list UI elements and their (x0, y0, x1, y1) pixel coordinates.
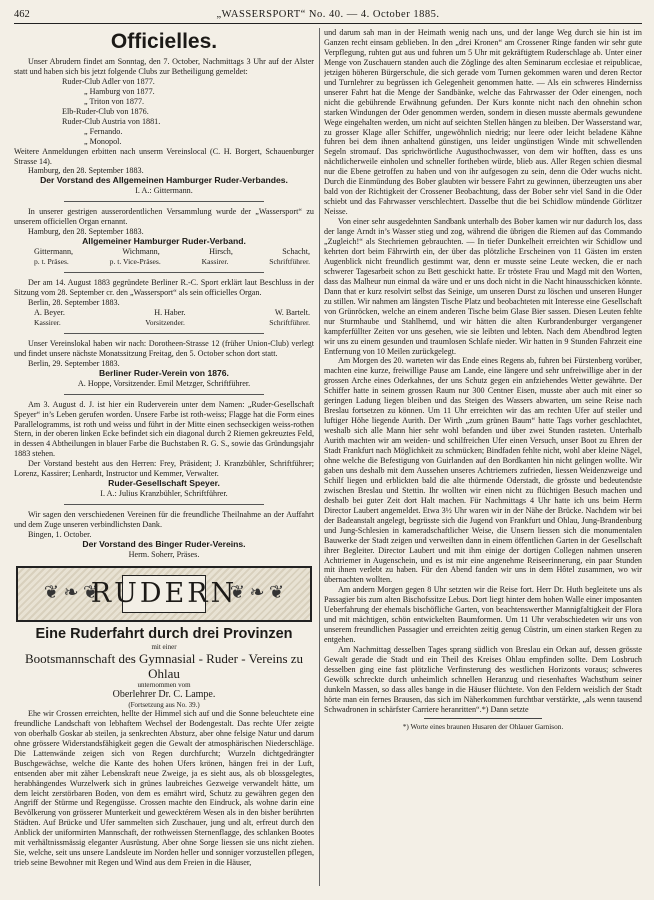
separator (64, 272, 264, 273)
dateline: Berlin, 28. September 1883. (28, 297, 120, 307)
article-connector: mit einer (151, 642, 177, 651)
separator (64, 504, 264, 505)
article-connector: unternommen vom (137, 680, 191, 689)
dateline: Bingen, 1. October. (28, 530, 92, 540)
article-paragraph: Von einer sehr ausgedehnten Sandbank unterhalb des Bober kamen wir nur dadurch los, dass der lange Arndt in’s Wasser stieg und zog, während die übrigen die Riemen auf das Commando „Zugleich!“ als Stechriemen gebrauchten. — In tiefer Dunkelheit erreichten wir Schidlow und kehrten dort beim Fährwirth ein, der über das plötzliche Erscheinen von 11 Gästen im ersten Augenblick nicht freundlich gestimmt war, denn er musste seine Leute wecken, die er nach schwerer Tagesarbeit schon zu Bett geschickt hatte. Er tröstete Frau und Magd mit den Worten, dass das Malheur nun einmal da wäre und er uns doch nicht in die Nacht hinausschicken könnte. Dann that er kurz resolvirt selbst das Seinige, um unseren Durst zu löschen und unseren Hunger zu stillen. Wir nahmen am längsten Tische Platz und beobachteten mit Interesse eine Gesellschaft von Grünröcken, welche an einem anderen Tische beim Glase Bier sassen. Diesen Leuten fehlte nur Sturmhaube und Stahlhemd, und wir hätten die alten Kurbrandenburger vergangener kampferfüllter Zeiten vor uns gesehen, wie sie leibten und lebten. Nach dem Abendbrod legten wir uns zu einem gesunden und traumlosen Schlafe nieder. Wir hatten in 9 Stunden Fahrzeit eine Entfernung von 10 Meilen zurückgelegt. (324, 217, 642, 356)
signature-name: Gittermann, (34, 247, 74, 257)
signature-roles (14, 257, 314, 267)
announcement-paragraph: Wir sagen den verschiedenen Vereinen für die freundliche Theilnahme an der Auffahrt und dem Zuge unseren verbindlichsten Dank. (14, 510, 314, 530)
footnote-rule (424, 718, 542, 719)
club-item: „ Triton von 1877. (84, 96, 145, 106)
announcement-paragraph: Unser Abrudern findet am Sonntag, den 7. October, Nachmittags 3 Uhr auf der Alster statt und haben sich bis jetzt folgende Clubs zur Betheiligung gemeldet: (14, 57, 314, 76)
signature-title: Berliner Ruder-Verein von 1876. (99, 367, 229, 378)
club-list (14, 77, 314, 147)
separator (64, 394, 264, 395)
page-number: 462 (14, 9, 30, 20)
running-title: „WASSERSPORT“ No. 40. — 4. October 1885. (216, 9, 440, 20)
column-divider (319, 28, 320, 886)
article-paragraph: Am Nachmittag desselben Tages sprang südlich von Breslau ein Orkan auf, dessen grösste Gewalt gerade die Stadt und ein Theil des Kreises Ohlau empfinden sollte. Dem Losbruch desselben ging eine fast plötzliche Verfinsterung des westlichen Horizonts voraus; schweres Gewölk schreckte durch unheimlich schnellen Heranzug und riesenhaftes Wachsthum seiner dunkeln Massen, so dass alles bange in die Häuser flüchtete. Von den Feldern weislich der Stadt hörte man ein fernes Brausen, das sich im Näherkommen furchtbar verstärkte, „als wenn tausend Schwadronen in schärfster Carriere heranritten“.*) Dann setzte (324, 645, 642, 714)
announcement-paragraph: Der am 14. August 1883 gegründete Berliner R.-C. Sport erklärt laut Beschluss in der Sitzung vom 28. September cr. den „Wassersport“ als sein officielles Organ. (14, 278, 314, 298)
signature-names (14, 308, 314, 318)
left-column (14, 28, 314, 890)
dateline: Hamburg, den 28. September 1883. (28, 166, 144, 176)
club-item: „ Hamburg von 1877. (84, 86, 155, 96)
signature-role: p. t. Vice-Präses. (109, 257, 161, 267)
signature-title: Der Vorstand des Binger Ruder-Vereins. (82, 538, 246, 549)
signature: Herm. Soherr, Präses. (128, 549, 200, 559)
separator (64, 201, 264, 202)
signature-title: Der Vorstand des Allgemeinen Hamburger Ruder-Verbandes. (40, 175, 288, 186)
section-title: Officielles. (110, 30, 218, 53)
dateline: Berlin, 29. September 1883. (28, 358, 120, 368)
signature-name: H. Haber. (154, 307, 186, 317)
club-item: Ruder-Club Austria von 1881. (62, 116, 161, 126)
announcement-paragraph: Weitere Anmeldungen erbitten nach unserm Vereinslocal (C. H. Borgert, Schauenburger Strasse 14). (14, 146, 314, 166)
announcement-paragraph: Der Vorstand besteht aus den Herren: Frey, Präsident; J. Kranzbühler, Schriftführer; Lorenz, Kassirer; Lenhardt, Instructor und Kemmer, Verwalter. (14, 459, 314, 479)
signature: I. A.: Gittermann. (135, 186, 193, 196)
article-paragraph: Am andern Morgen gegen 8 Uhr setzten wir die Reise fort. Herr Dr. Huth begleitete uns als Passagier bis zum alten Bischofssitze Lebus. Dort liegt hinter dem hohen Walle einer imposanten Ueberfahrung der ehemals bischöfliche Garten, von beachtenswerther Mannigfaltigkeit der Flora und mit mächtigen, schön entwickelten Baumformen. Um 11 Uhr verabschiedeten wir uns von unserem freundlichen Passagier und erreichten zeitig genug Cüstrin, um einen starken Regen zu entgehen. (324, 585, 642, 645)
dateline: Hamburg, den 28. September 1883. (28, 227, 144, 237)
banner-label: RUDERN (122, 575, 206, 613)
signature: I. A.: Julius Kranzbühler, Schriftführer. (100, 489, 228, 499)
signature-title: Allgemeiner Hamburger Ruder-Verband. (82, 236, 246, 247)
signature-role: Schriftführer. (269, 317, 310, 327)
article-paragraph: Ehe wir Crossen erreichten, hellte der Himmel sich auf und die Sonne beleuchtete eine freundliche Landschaft von lebhaftem Wechsel der Bodengestalt. Das rechte Ufer zeigte von oberhalb Goskar ab steilen, ja senkrechten Absturz, aber ohne felsige Natur und darum ohne grössere Widerstandsfähigkeit gegen die Gewalt der atmosphärischen Niederschläge. Die Lattenwände zeigen sich von Regen durchfurcht; Wurzeln dichtgedrängter Buschgewächse, welche die Kante des hohen Ufers krönen, hängen frei in der Luft, entsenden aber mit zäher Lebenskraft neue Zweige, ja es sieht aus, als ob blossgelegtes, herabhängendes Wurzelwerk sich in grünes laubreiches Gezweige verwandelt hätte, um dem leicht zerstörbaren Boden, von dem es ernährt wird, Schutz zu gewähren gegen den Angriff der Stürme und Regengüsse. Crossen machte den Eindruck, als wohne darin eine Bevölkerung von grösserer Munterkeit und gewecktérem Wesen als in den bisher berührten Städten. Auf Brücke und Ufer sammelten sich Zuschauer, jung und alt, erfreut durch den Anblick der uniformirten Mannschaft, der rothweissen Sternenflagge, des schlanken Bootes mit verhältnissmässig eleganter Ausrüstung. Aber ohne Sorge liessen sie uns nicht ziehen. Sie, welche, seit uns unsere Landsleute im Norden heller und sonniger vorzustellen pflegen, trieb seine Bewohner mit Regen und Wind aus dem Freien in die Häuser, (14, 708, 314, 868)
ornament-icon: ❦ ❧ ❦ (229, 581, 285, 602)
signature-role: Kassirer. (201, 257, 229, 267)
club-item: „ Fernando. (84, 126, 123, 136)
announcement-paragraph: Unser Vereinslokal haben wir nach: Dorotheen-Strasse 12 (früher Union-Club) verlegt und findet unsere nächste Monatssitzung Freitag, den 5. October schon dort statt. (14, 338, 314, 358)
article-paragraph: und darum sah man in der Heimath wenig nach uns, und der lange Weg durch sie hin ist im Ganzen recht einsam geblieben. In den „drei Kronen“ am Crossener Ringe fanden wir sehr gute Verpflegung, ruhten gut aus und fuhren um 5 Uhr mit gekräftigtem Ruderschlage ab. Unter einer Menge von Zuschauern standen auch die Zöglinge des alten Seminarum ecclesiae et reipublicae, jetzigen höheren Bürgerschule, die sich gerade vom Turnen gekommen waren und deren Rector und Turnlehrer zu begrüssen ich Gelegenheit genommen hatte. — Als ein schweres Hinderniss unserer Fahrt hat die Menge der Sandbänke, welche das Fahrwasser der Oder einengen, noch nicht die gebührende Erwähnung gefunden. Der Kurs konnte nicht nach den ohnehin schon starken Windungen der Oder genommen werden, sondern in diesen musste abermals gewundene Wege eingehalten werden, um nicht auf seichten Stellen hängen zu bleiben. Der Wasserstand war, zu grosser Klage aller Schiffer, ungewöhnlich niedrig; nur leere oder leicht beladene Kähne fuhren bei dem ihnen anhaltend günstigen, uns leider ungünstigen Winde mit schwellenden Segeln stromauf. Das sprichwörtliche Augusthochwasser, von dem wir hofften, dass es uns nächtlicherweile einholen und schneller fortheben würde, blieb aus. Aller Regen schien diesmal nur die Ebene getroffen zu haben und von ihr aufgesogen zu sein, denn die Oder wuchs nicht. Durch die Einmündung des Bober glaubten wir bessere Fahrt zu gewinnen, überzeugten uns aber bald von der Richtigkeit der Crossener Beobachtung, dass der Bober sehr viel Sand in die Oder schiebt und das Fahrwasser verschlechtert. Dasselbe thut die bei Schidlow mündende Görlitzer Neisse. (324, 28, 642, 217)
signature: A. Hoppe, Vorsitzender. Emil Metzger, Schriftführer. (77, 378, 251, 388)
signature-role: Vorsitzender. (145, 317, 185, 327)
article-author: Oberlehrer Dr. C. Lampe. (112, 688, 216, 700)
signature-roles (14, 318, 314, 328)
continuation-note: (Fortsetzung aus No. 39.) (128, 700, 200, 709)
ornament-icon: ❦ ❧ ❦ (43, 581, 99, 602)
signature-names (14, 247, 314, 257)
article-subtitle: Bootsmannschaft des Gymnasial - Ruder - Vereins zu Ohlau (24, 650, 304, 681)
article-paragraph: Am Morgen des 20. warteten wir das Ende eines Regens ab, fuhren bei Fürstenberg vorüber, machten eine kurze, freiwillige Pause am Lande, eine längere und sehr unfreiwillige aber in der grossen Arche eines Oderkahnes, der uns Schutz gegen ein anfziehendes Wetter gewährte. Der Schiffer hatte in seinem grossen Raum nur 300 Centner Eisen, musste aber auch mit einer so geringen Ladung liegen bleiben und das Steigen des Wassers abwarten, um seine Reise nach Breslau fortsetzen zu können. Um 11 Uhr erreichten wir das am rechten Ufer auf steiler und luftiger Höhe liegende Aurith. Der Wirth „zum grünen Baum“ hatte Tags vorher geschlachtet, weshalb sich alle Mann hier sehr wohl befanden und über zwei Stunden rasteten. Unterhalb Aurith machten wir am weiden- und schilfreichen Ufer einen Versuch, unser Boot zu Ehren der Stadt Frankfurt nach Möglichkeit zu schmücken; Bindfaden fehlte nicht, wohl aber kleine Nägel, ohne welche die Befestigung von Guirlanden auf den Bordkanten hin nicht gelingen wollte. Wir gaben uns deshalb mit dem Aussehen unseres Achtriemers zufrieden, liessen Weidenzweige und Schilf liegen und erblickten bald die alte thürmende Oderstadt, die grösste und bedeutendste zwischen Breslau und Stettin. Ihr wollten wir einen nicht zu flüchtigen Besuch machen und deshalb bei guter Zeit dort Halt machen. Für Nachmittags 4 Uhr hatte ich uns beim Herrn Director Laubert angemeldet. Etwa 3½ Uhr waren wir in der Nähe der Brücke. Nachdem wir bei der Badeanstalt angelegt, begrüsste sich die Jugend von Frankfurt und Ohlau, Jung-Brandenburg und Jung-Schlesien in kameradschaftlicher Weise, die Unsern liessen sich die monumentalen Bauwerke der Stadt zeigen und verweilten dann in einem öffentlichen Garten in der Gesellschaft ihrer Begleiter. Director Laubert und mit ihm einige der dortigen Collegen nahmen unseren Achtriemer in Augenschein, und es ist mir eine angenehme Reiseerinnerung, ein paar Stunden mit ihnen verlebt zu haben. Für den Abend fanden wir uns in dem Hôtel zusammen, wo wir übernachten wollten. (324, 356, 642, 585)
announcement-paragraph: In unserer gestrigen ausserordentlichen Versammlung wurde der „Wassersport“ zu unserem officiellen Organ ernannt. (14, 207, 314, 227)
club-item: Ruder-Club Adler von 1877. (62, 76, 155, 86)
article-title: Eine Ruderfahrt durch drei Provinzen (35, 625, 293, 642)
signature-name: Hirsch, (209, 247, 233, 257)
signature-name: Wichmann, (122, 247, 160, 257)
signature-name: A. Beyer. (34, 307, 65, 317)
signature-title: Ruder-Gesellschaft Speyer. (108, 478, 220, 489)
rudern-banner (16, 566, 312, 622)
signature-role: p. t. Präses. (34, 257, 69, 267)
announcement-paragraph: Am 3. August d. J. ist hier ein Ruderverein unter dem Namen: „Ruder-Gesellschaft Speyer“ in’s Leben gerufen worden. Unsere Farbe ist roth-weiss; Flagge hat die Form eines Parallelogramms, ist roth und weiss und führt in der Mitte einen sechseckigen weiss-rothen Stern, in der oberen linken Ecke befindet sich ein diagonal durch 2 Riemen gekreuztes Feld, in dessen 4 Abtheilungen in blauer Farbe die Buchstaben R. G. S., sowie das Gründungsjahr 1883 stehen. (14, 399, 314, 459)
signature-name: Schacht, (282, 247, 310, 257)
right-column (324, 28, 642, 890)
signature-name: W. Bartelt. (274, 307, 310, 317)
page-header (14, 9, 642, 24)
separator (64, 333, 264, 334)
signature-role: Schriftführer. (269, 257, 310, 267)
footnote: *) Worte eines braunen Husaren der Ohlauer Garnison. (402, 721, 564, 731)
club-item: Elb-Ruder-Club von 1876. (62, 106, 149, 116)
signature-role: Kassirer. (34, 317, 61, 327)
club-item: „ Monopol. (84, 136, 122, 146)
